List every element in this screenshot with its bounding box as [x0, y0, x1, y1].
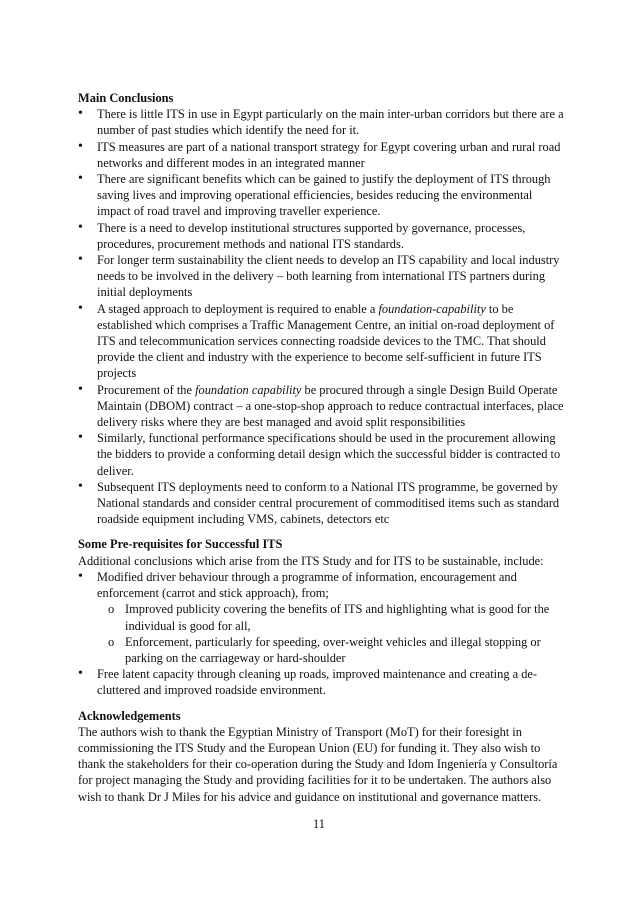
list-item	[78, 301, 566, 382]
list-item: • Subsequent ITS deployments need to conform to a National ITS programme, be governed by National standards and consider central procurement of commoditised items such as standard roadside equipment including VMS, cabinets, detectors etc	[78, 479, 566, 528]
sub-list-item: o Improved publicity covering the benefits of ITS and highlighting what is good for the individual is good for all,	[97, 601, 566, 633]
acknowledgements-heading: Acknowledgements	[78, 708, 181, 723]
list-item: • There are significant benefits which can be gained to justify the deployment of ITS through saving lives and improving operational efficiencies, besides reducing the environmental impact of road travel and improving traveller experience.	[78, 171, 566, 220]
main-conclusions-heading: Main Conclusions	[78, 91, 174, 105]
page-content	[78, 90, 566, 805]
sub-list	[97, 601, 566, 666]
main-conclusions-list	[78, 106, 566, 527]
acknowledgements-text: The authors wish to thank the Egyptian Ministry of Transport (MoT) for their foresight in commissioning the ITS Study and the European Union (EU) for funding it. They also wish to thank the stakeholders for their co-operation during the Study and Idom Ingeniería y Consultoría for project managing the Study and providing facilities for it to be undertaken. The authors also wish to thank Dr J Miles for his advice and guidance on institutional and governance matters.	[78, 724, 558, 804]
list-item: • Free latent capacity through cleaning up roads, improved maintenance and creating a de-cluttered and improved roadside environment.	[78, 666, 566, 698]
emphasis-text: foundation-capability	[378, 301, 486, 316]
item-text: to be established which comprises a Traffic Management Centre, an initial on-road deployment of ITS and telecommunication services connecting roadside devices to the TMC. That should provide the client and industry with the experience to become self-sufficient in future ITS projects	[97, 301, 555, 381]
page-number: 11	[313, 817, 325, 831]
item-text: be procured through a single Design Build Operate Maintain (DBOM) contract – a one-stop-shop approach to reduce contractual interfaces, place delivery risks where they are best managed and avoid split responsibilities	[97, 382, 564, 430]
list-item: • Similarly, functional performance specifications should be used in the procurement allowing the bidders to provide a conforming detail design which the successful bidder is contracted to deliver.	[78, 430, 566, 479]
item-text: Modified driver behaviour through a programme of information, encouragement and enforcement (carrot and stick approach), from;	[97, 569, 517, 601]
list-item	[78, 569, 566, 666]
spacer	[78, 699, 566, 708]
prerequisites-heading: Some Pre-requisites for Successful ITS	[78, 537, 283, 552]
prerequisites-list	[78, 569, 566, 699]
sub-list-item: o Enforcement, particularly for speeding, over-weight vehicles and illegal stopping or parking on the carriageway or hard-shoulder	[97, 634, 566, 666]
list-item: • There is little ITS in use in Egypt particularly on the main inter-urban corridors but there are a number of past studies which identify the need for it.	[78, 106, 566, 138]
spacer	[78, 527, 566, 536]
emphasis-text: foundation capability	[195, 382, 302, 397]
list-item: • ITS measures are part of a national transport strategy for Egypt covering urban and rural road networks and different modes in an integrated manner	[78, 139, 566, 171]
list-item	[78, 382, 566, 431]
prerequisites-intro: Additional conclusions which arise from the ITS Study and for ITS to be sustainable, include:	[78, 553, 544, 568]
item-text: Procurement of the	[97, 382, 196, 397]
list-item: • There is a need to develop institutional structures supported by governance, processes, procedures, procurement methods and national ITS standards.	[78, 220, 566, 252]
item-text: A staged approach to deployment is required to enable a	[97, 301, 379, 316]
list-item: • For longer term sustainability the client needs to develop an ITS capability and local industry needs to be involved in the delivery – both learning from international ITS partners during initial deployments	[78, 252, 566, 301]
